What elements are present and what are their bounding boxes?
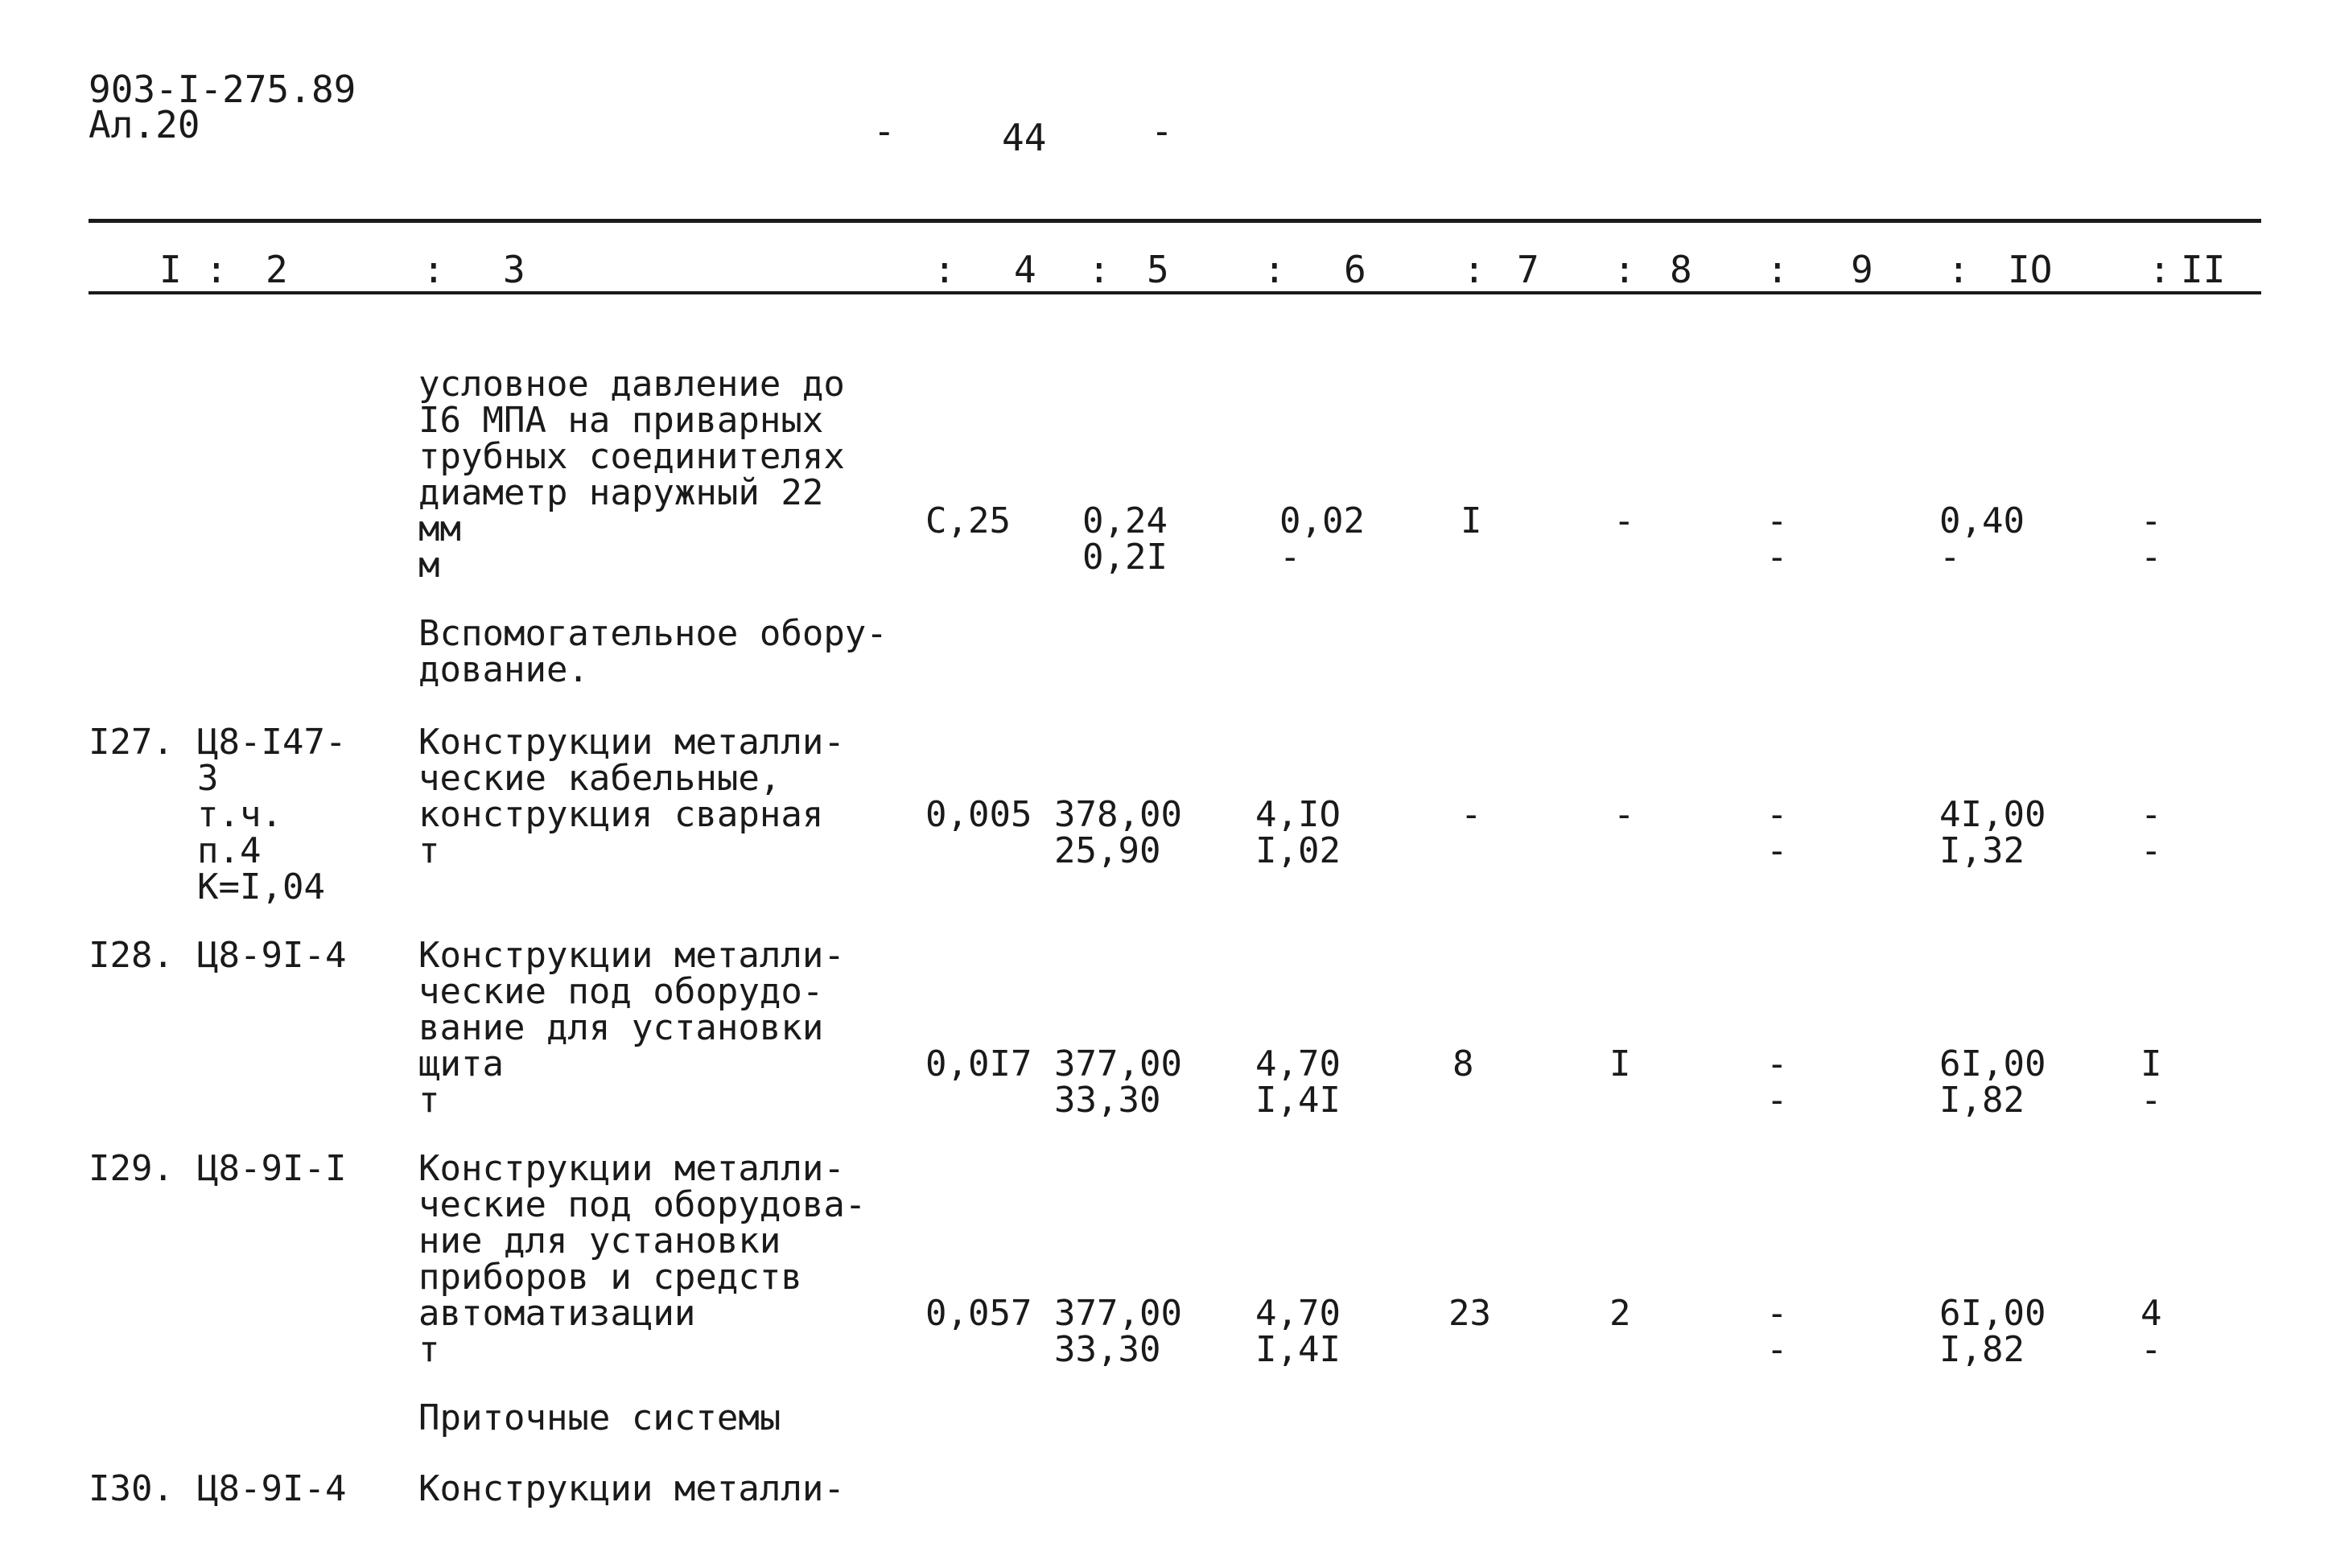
row-code: Ц8-9I-4 <box>197 1468 347 1509</box>
cell-col8: 2 <box>1609 1293 1631 1334</box>
cell-col7: 23 <box>1448 1293 1491 1334</box>
col-sep: : <box>1463 248 1485 291</box>
col-header-9: 9 <box>1851 248 1873 291</box>
col-sep: : <box>1613 248 1636 291</box>
cell-col4: 0,005 <box>925 794 1032 835</box>
table-top-rule <box>89 219 2261 223</box>
col-sep: : <box>1263 248 1286 291</box>
row-number: I29. <box>89 1148 174 1189</box>
section-heading: Приточные системы <box>418 1397 781 1438</box>
col-header-6: 6 <box>1344 248 1366 291</box>
cell-col6: 4,70 I,4I <box>1255 1293 1341 1370</box>
cell-col4: 0,057 <box>925 1293 1032 1334</box>
cell-col5: 378,00 25,90 <box>1054 794 1182 871</box>
col-header-8: 8 <box>1670 248 1692 291</box>
page-number: 44 <box>1002 116 1047 159</box>
cell-col10: 6I,00 I,82 <box>1939 1043 2046 1121</box>
cell-col7: I <box>1461 500 1482 541</box>
row-code: Ц8-9I-I <box>197 1148 347 1189</box>
cell-col11: 4 - <box>2141 1293 2162 1370</box>
row-description: условное давление до I6 МПА на приварных трубных соединителях диаметр наружный 22 мм м <box>418 364 845 586</box>
col-header-3: 3 <box>503 248 525 291</box>
row-number: I30. <box>89 1468 174 1509</box>
col-sep: : <box>2149 248 2171 291</box>
row-code: Ц8-I47- 3 т.ч. п.4 К=I,04 <box>197 722 347 907</box>
cell-col4: C,25 <box>925 500 1011 541</box>
cell-col5: 377,00 33,30 <box>1054 1043 1182 1121</box>
col-sep: : <box>1947 248 1970 291</box>
cell-col8: - <box>1613 794 1635 835</box>
cell-col6: 0,02 - <box>1279 500 1365 578</box>
cell-col8: I <box>1609 1043 1631 1084</box>
cell-col9: - - <box>1766 1293 1788 1370</box>
cell-col5: 0,24 0,2I <box>1082 500 1168 578</box>
col-sep: : <box>1088 248 1110 291</box>
col-sep: : <box>422 248 445 291</box>
col-header-2: 2 <box>266 248 288 291</box>
cell-col10: 4I,00 I,32 <box>1939 794 2046 871</box>
col-header-7: 7 <box>1517 248 1539 291</box>
row-description: Конструкции металли- ческие под оборудо- вание для установки щита т <box>418 935 845 1121</box>
cell-col9: - - <box>1766 500 1788 578</box>
col-header-5: 5 <box>1147 248 1169 291</box>
row-code: Ц8-9I-4 <box>197 935 347 976</box>
col-header-4: 4 <box>1014 248 1036 291</box>
cell-col9: - - <box>1766 794 1788 871</box>
cell-col5: 377,00 33,30 <box>1054 1293 1182 1370</box>
cell-col9: - - <box>1766 1043 1788 1121</box>
col-sep: : <box>933 248 956 291</box>
row-number: I28. <box>89 935 174 976</box>
page-dash-right: - <box>1151 109 1173 153</box>
cell-col6: 4,70 I,4I <box>1255 1043 1341 1121</box>
cell-col6: 4,IO I,02 <box>1255 794 1341 871</box>
cell-col10: 6I,00 I,82 <box>1939 1293 2046 1370</box>
col-sep: : <box>205 248 228 291</box>
col-header-11: II <box>2181 248 2226 291</box>
row-description: Конструкции металли- <box>418 1468 845 1509</box>
row-description: Конструкции металли- ческие под оборудова- ние для установки приборов и средств автоматизации т <box>418 1148 867 1370</box>
cell-col7: - <box>1461 794 1482 835</box>
doc-code: 903-I-275.89 <box>89 68 356 111</box>
col-sep: : <box>1766 248 1789 291</box>
col-header-10: IO <box>2008 248 2053 291</box>
section-heading: Вспомогательное обору- дование. <box>418 613 888 690</box>
cell-col11: - - <box>2141 794 2162 871</box>
cell-col4: 0,0I7 <box>925 1043 1032 1084</box>
page-dash-left: - <box>873 109 896 153</box>
cell-col11: - - <box>2141 500 2162 578</box>
table-header-rule <box>89 291 2261 294</box>
cell-col10: 0,40 - <box>1939 500 2025 578</box>
cell-col7: 8 <box>1452 1043 1474 1084</box>
cell-col11: I - <box>2141 1043 2162 1121</box>
col-header-1: I <box>159 248 182 291</box>
cell-col8: - <box>1613 500 1635 541</box>
album-number: Ал.20 <box>89 103 200 146</box>
row-description: Конструкции металли- ческие кабельные, конструкция сварная т <box>418 722 845 871</box>
row-number: I27. <box>89 722 174 763</box>
